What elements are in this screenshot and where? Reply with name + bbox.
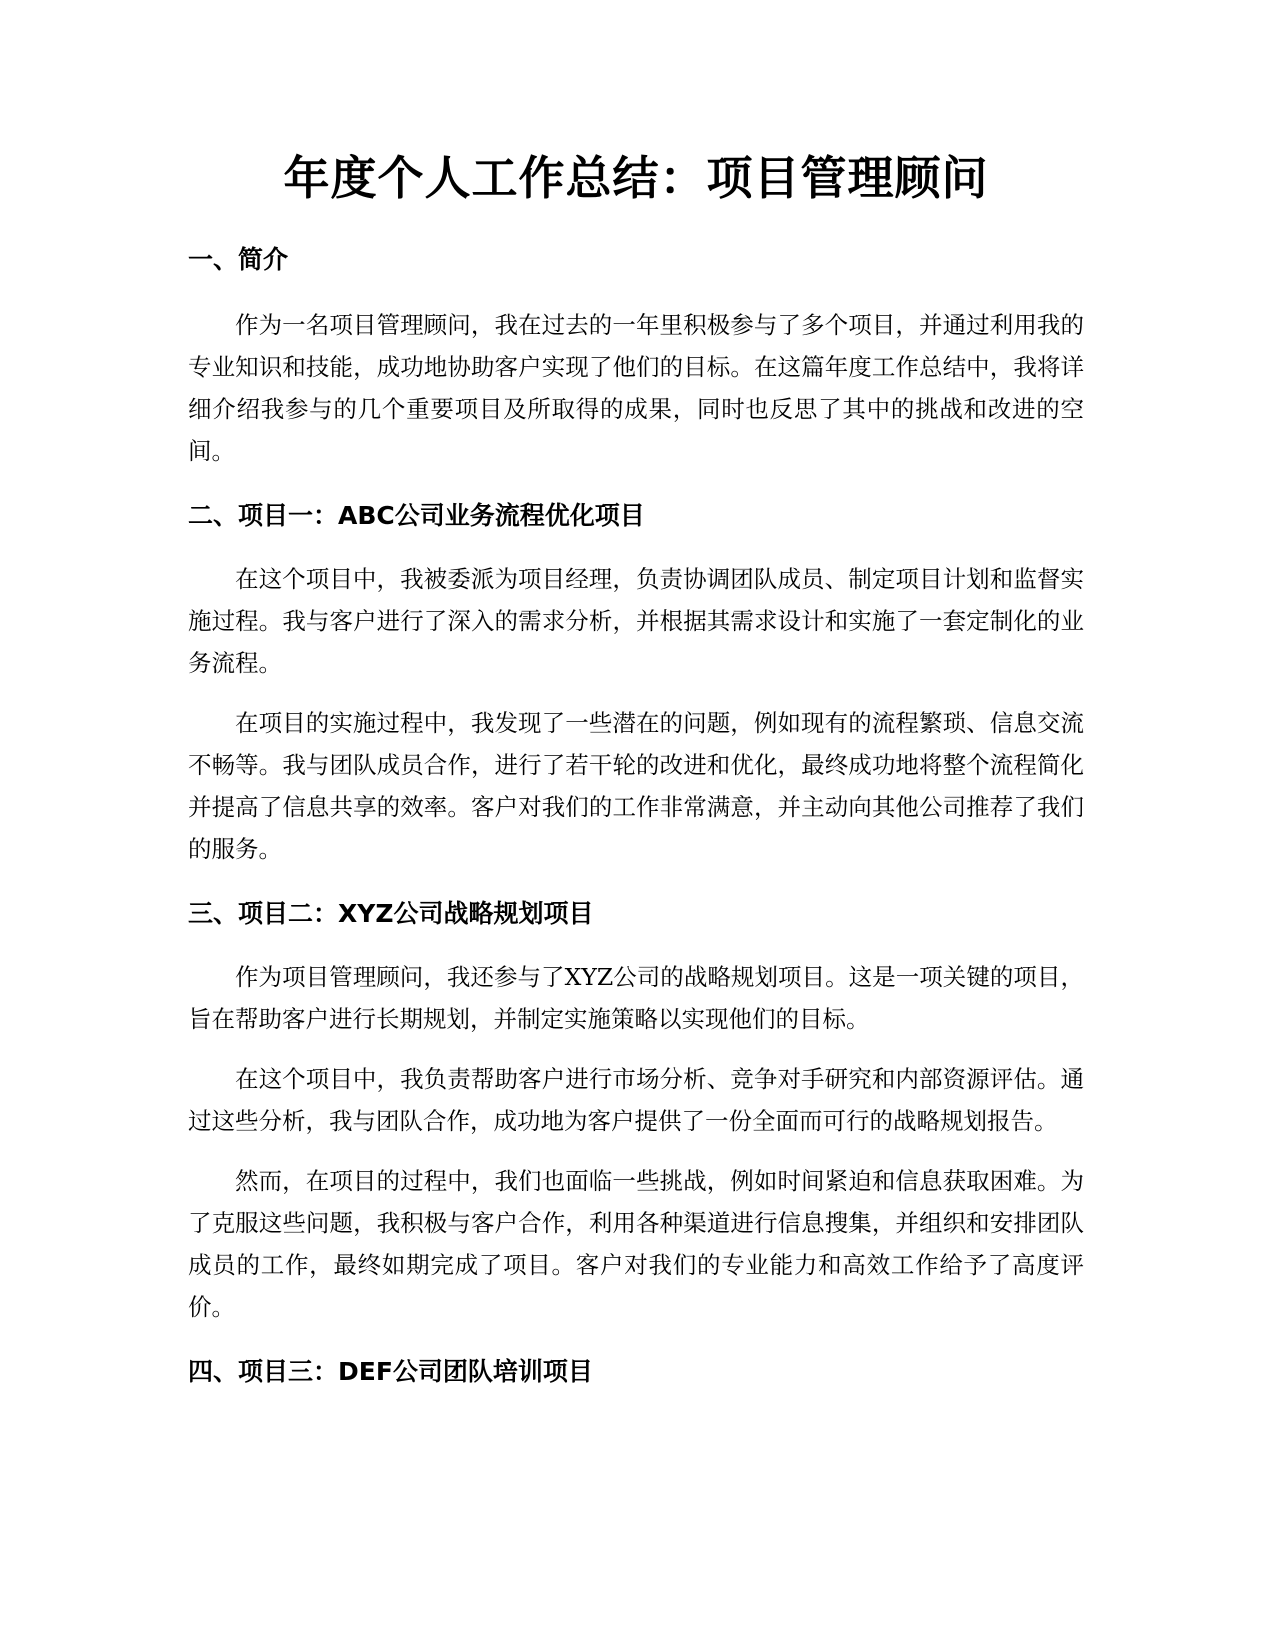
paragraph: 在项目的实施过程中，我发现了一些潜在的问题，例如现有的流程繁琐、信息交流不畅等。我与团队成员合作，进行了若干轮的改进和优化，最终成功地将整个流程简化并提高了信息共享的效率。客户对我们的工作非常满意，并主动向其他公司推荐了我们的服务。 [188, 709, 1084, 863]
section-introduction [188, 242, 1084, 472]
section-heading: 四、项目三：DEF公司团队培训项目 [188, 1357, 593, 1386]
section-heading: 一、简介 [188, 245, 289, 274]
paragraph: 在这个项目中，我被委派为项目经理，负责协调团队成员、制定项目计划和监督实施过程。我与客户进行了深入的需求分析，并根据其需求设计和实施了一套定制化的业务流程。 [188, 565, 1084, 677]
paragraph: 在这个项目中，我负责帮助客户进行市场分析、竞争对手研究和内部资源评估。通过这些分析，我与团队合作，成功地为客户提供了一份全面而可行的战略规划报告。 [188, 1065, 1084, 1135]
section-heading: 三、项目二：XYZ公司战略规划项目 [188, 899, 594, 928]
document-body [188, 148, 1084, 1390]
paragraph: 然而，在项目的过程中，我们也面临一些挑战，例如时间紧迫和信息获取困难。为了克服这些问题，我积极与客户合作，利用各种渠道进行信息搜集，并组织和安排团队成员的工作，最终如期完成了项目。客户对我们的专业能力和高效工作给予了高度评价。 [188, 1167, 1084, 1321]
paragraph: 作为项目管理顾问，我还参与了XYZ公司的战略规划项目。这是一项关键的项目，旨在帮助客户进行长期规划，并制定实施策略以实现他们的目标。 [188, 963, 1084, 1033]
document-title: 年度个人工作总结：项目管理顾问 [283, 151, 989, 205]
section-project-two [188, 896, 1084, 1328]
paragraph: 作为一名项目管理顾问，我在过去的一年里积极参与了多个项目，并通过利用我的专业知识和技能，成功地协助客户实现了他们的目标。在这篇年度工作总结中，我将详细介绍我参与的几个重要项目及所取得的成果，同时也反思了其中的挑战和改进的空间。 [188, 311, 1084, 465]
section-project-three [188, 1354, 1084, 1390]
section-project-one [188, 498, 1084, 870]
section-heading: 二、项目一：ABC公司业务流程优化项目 [188, 501, 645, 530]
